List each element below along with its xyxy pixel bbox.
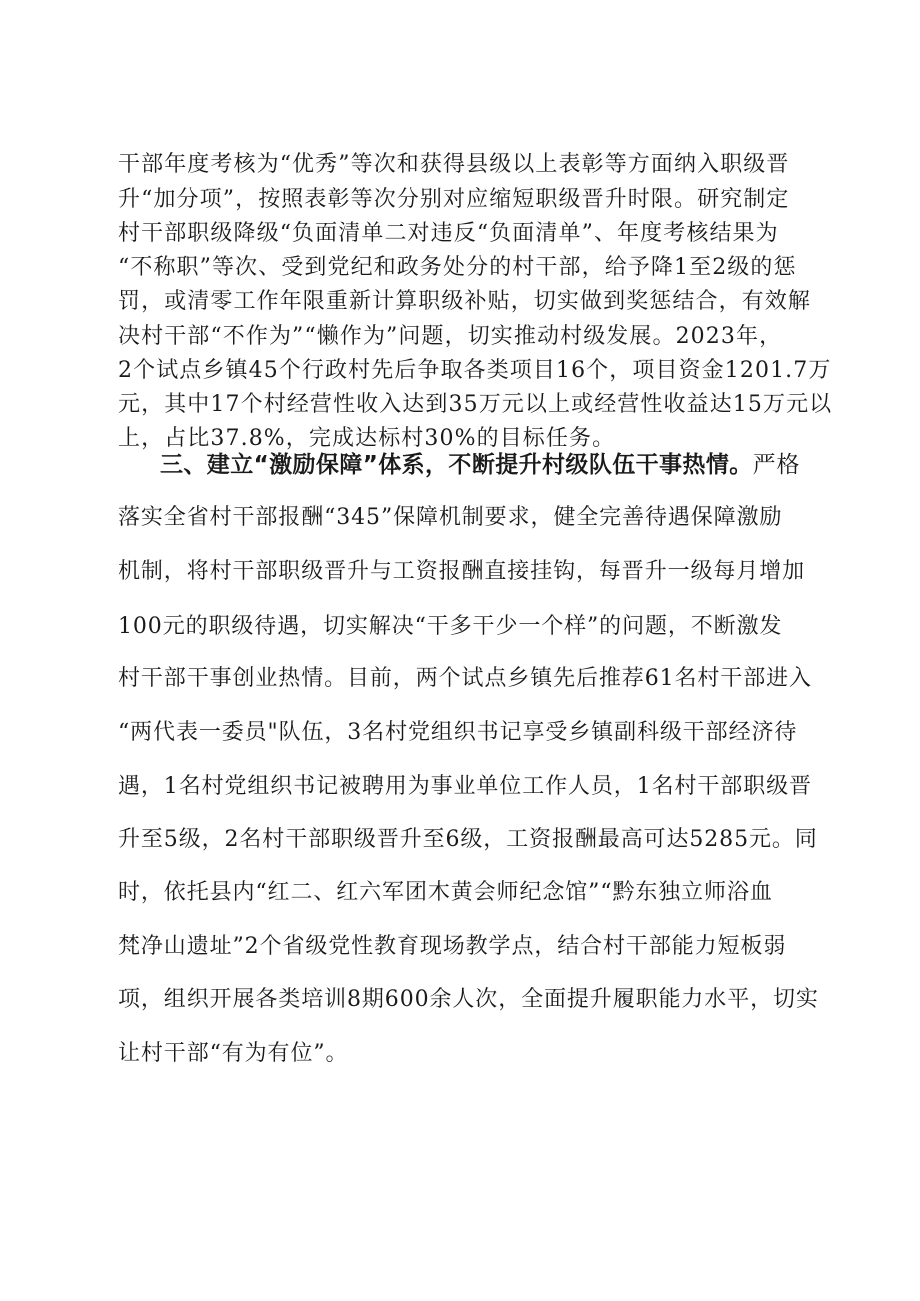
paragraph-line: 上，占比37.8%，完成达标村30%的目标任务。 [118, 426, 616, 451]
paragraph-line: 升“加分项”，按照表彰等次分别对应缩短职级晋升时限。研究制定 [118, 187, 790, 212]
paragraph-line: 村干部职级降级“负面清单二对违反“负面清单”、年度考核结果为 [118, 221, 779, 246]
paragraph-line: 村干部干事创业热情。目前，两个试点乡镇先后推荐61名村干部进入 [118, 666, 812, 691]
section-heading: 三、建立“激励保障”体系，不断提升村级队伍干事热情。 [160, 452, 753, 478]
section-heading-line [160, 454, 810, 477]
paragraph-line: 罚，或清零工作年限重新计算职级补贴，切实做到奖惩结合，有效解 [118, 289, 812, 314]
paragraph-line: 落实全省村干部报酬“345”保障机制要求，健全完善待遇保障激励 [118, 505, 783, 530]
paragraph-line: 升至5级，2名村干部职级晋升至6级，工资报酬最高可达5285元。同 [118, 827, 818, 852]
paragraph-line: “不称职”等次、受到党纪和政务处分的村干部，给予降1至2级的惩 [118, 255, 797, 280]
paragraph-line: 时，依托县内“红二、红六军团木黄会师纪念馆”“黔东独立师浴血 [118, 880, 773, 905]
heading-line-tail: 严格 [752, 452, 801, 478]
paragraph-line: 让村干部“有为有位”。 [118, 1041, 349, 1066]
paragraph-line: 决村干部“不作为”“懒作为”问题，切实推动村级发展。2023年， [118, 324, 783, 349]
paragraph-line: 梵净山遗址”2个省级党性教育现场教学点，结合村干部能力短板弱 [118, 934, 787, 959]
paragraph-line: 项，组织开展各类培训8期600余人次，全面提升履职能力水平，切实 [118, 987, 819, 1012]
paragraph-line: 2个试点乡镇45个行政村先后争取各类项目16个，项目资金1201.7万 [118, 358, 832, 383]
paragraph-line: 机制，将村干部职级晋升与工资报酬直接挂钩，每晋升一级每月增加 [118, 559, 806, 584]
paragraph-line: 干部年度考核为“优秀”等次和获得县级以上表彰等方面纳入职级晋 [118, 152, 790, 177]
paragraph-line: 遇，1名村党组织书记被聘用为事业单位工作人员，1名村干部职级晋 [118, 774, 812, 799]
paragraph-line: “两代表一委员"队伍，3名村党组织书记享受乡镇副科级干部经济待 [118, 720, 798, 745]
paragraph-line: 100元的职级待遇，切实解决“干多干少一个样”的问题，不断激发 [118, 614, 783, 639]
paragraph-line: 元，其中17个村经营性收入达到35万元以上或经营性收益达15万元以 [118, 392, 833, 417]
